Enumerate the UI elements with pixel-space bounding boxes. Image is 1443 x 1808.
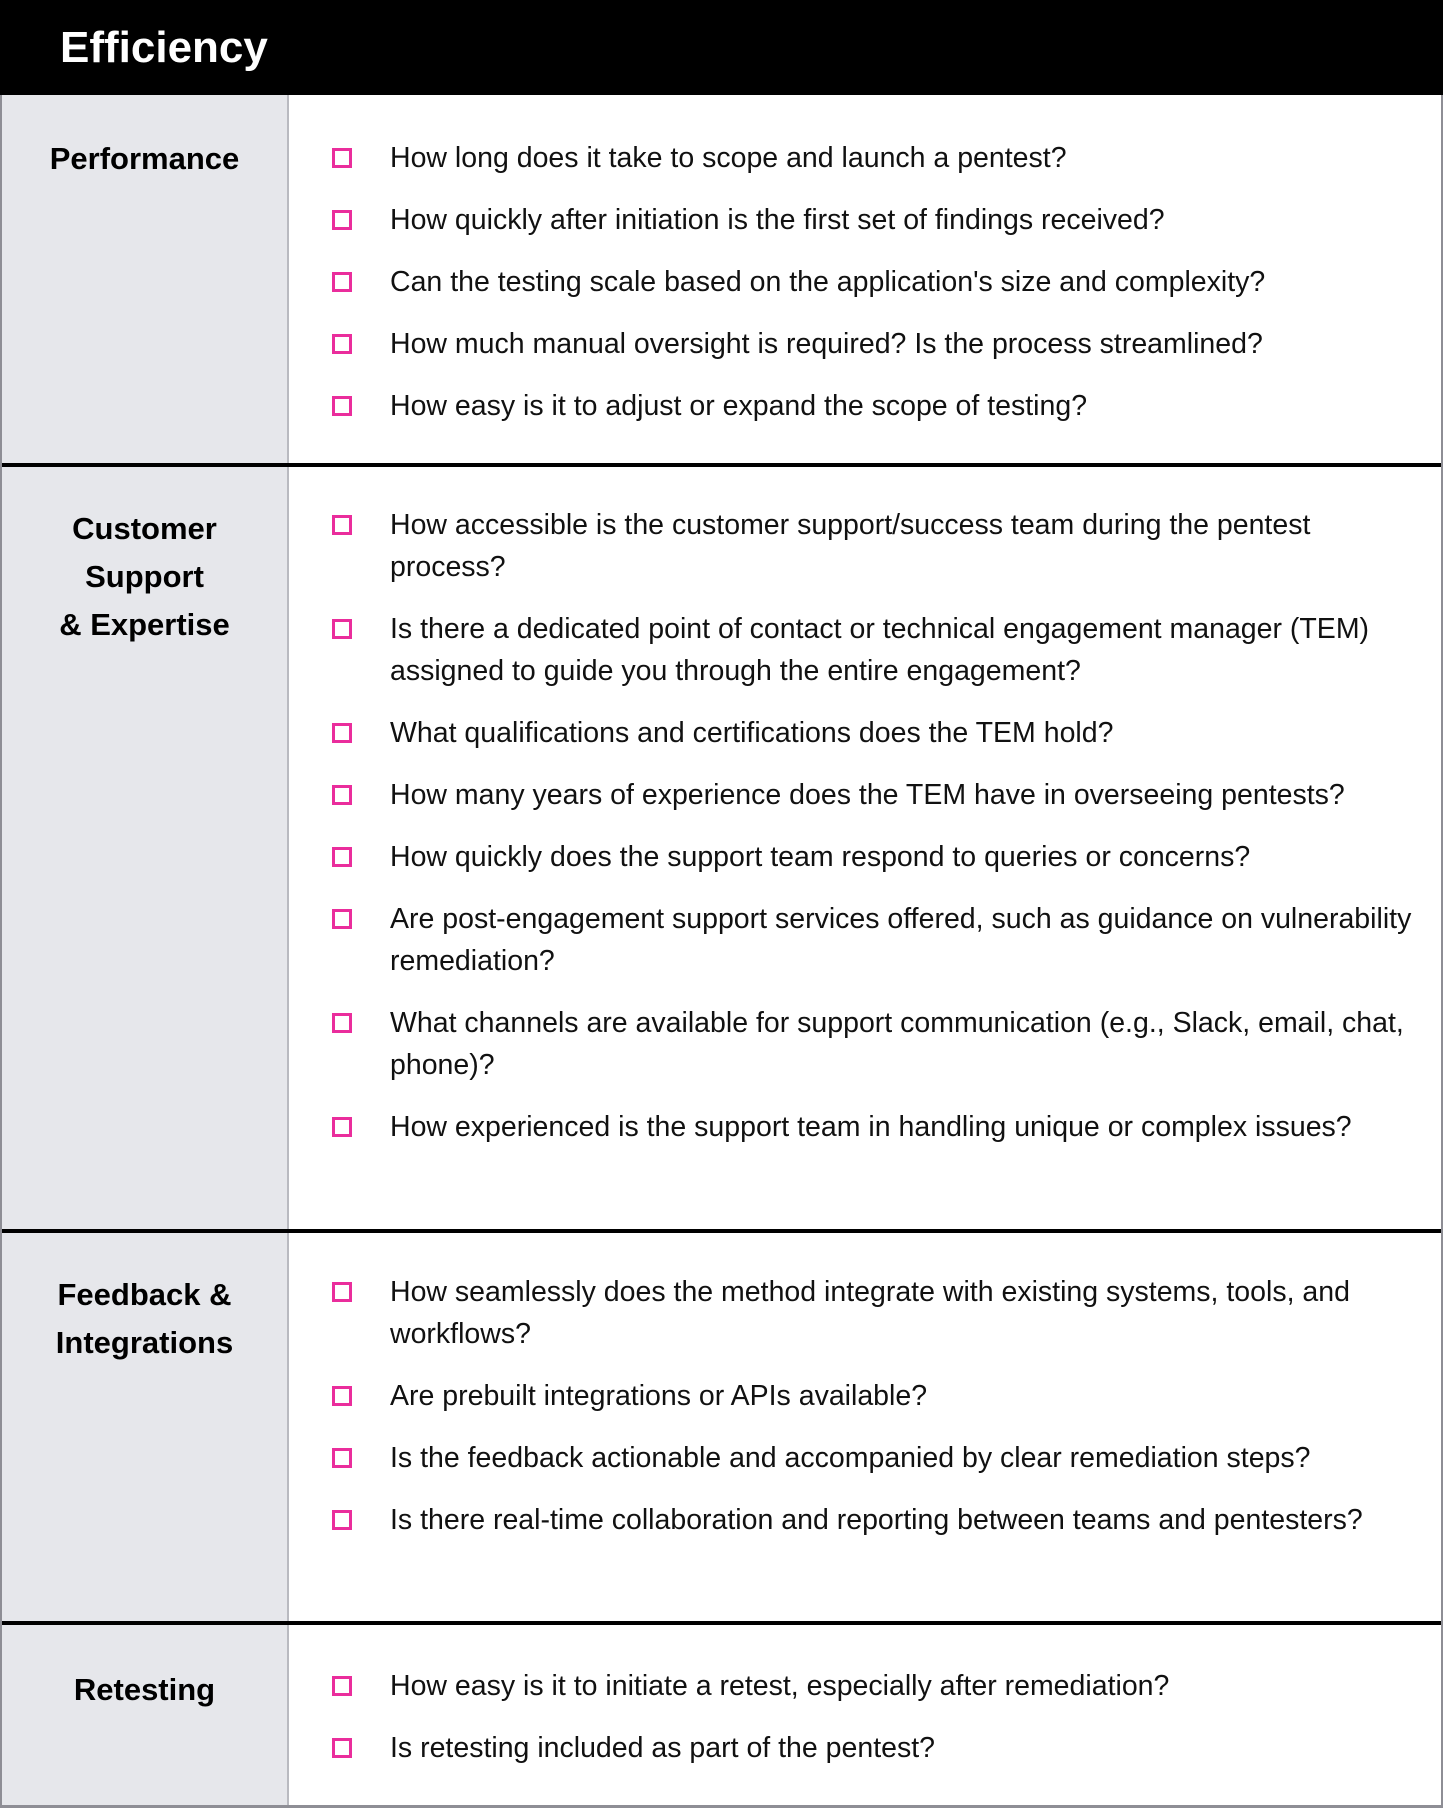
checklist-item-text: Are post-engagement support services offered, such as guidance on vulnerability remediation? [390, 903, 1412, 977]
checkbox[interactable] [332, 847, 352, 867]
checkbox[interactable] [332, 272, 352, 292]
checkbox[interactable] [332, 1117, 352, 1137]
checkbox[interactable] [332, 785, 352, 805]
section-label: Feedback & Integrations [55, 1277, 234, 1360]
checklist-item-text: How many years of experience does the TEM have in overseeing pentests? [390, 779, 1345, 811]
checkbox[interactable] [332, 396, 352, 416]
checklist-item-text: Is there a dedicated point of contact or technical engagement manager (TEM) assigned to guide you through the entire engagement? [390, 613, 1370, 687]
section-label-column [2, 1233, 289, 1621]
checklist-item-text: Is the feedback actionable and accompanied by clear remediation steps? [390, 1442, 1311, 1474]
checklist-item-text: How accessible is the customer support/success team during the pentest process? [390, 509, 1311, 583]
section-items [289, 467, 1441, 1229]
checkbox[interactable] [332, 909, 352, 929]
checklist-item-text: How long does it take to scope and launch a pentest? [390, 142, 1067, 174]
checklist-item-text: Is there real-time collaboration and reporting between teams and pentesters? [390, 1504, 1363, 1536]
checklist-item-text: How easy is it to initiate a retest, especially after remediation? [390, 1670, 1170, 1702]
checklist-item-text: How much manual oversight is required? Is the process streamlined? [390, 328, 1263, 360]
section-label-column [2, 467, 289, 1229]
section-feedback-integrations [2, 1233, 1441, 1625]
checkbox[interactable] [332, 148, 352, 168]
section-label: Retesting [73, 1672, 216, 1707]
section-performance [2, 95, 1441, 467]
checkbox[interactable] [332, 1738, 352, 1758]
checklist-item-text: How quickly does the support team respond to queries or concerns? [390, 841, 1251, 873]
checklist-item-text: How experienced is the support team in handling unique or complex issues? [390, 1111, 1352, 1143]
section-label: Customer Support & Expertise [59, 511, 230, 642]
checklist-item-text: How seamlessly does the method integrate with existing systems, tools, and workflows? [390, 1276, 1350, 1350]
page-title: Efficiency [60, 23, 268, 72]
checkbox[interactable] [332, 1510, 352, 1530]
checklist-item-text: How easy is it to adjust or expand the scope of testing? [390, 390, 1088, 422]
section-items [289, 1625, 1441, 1805]
checkbox[interactable] [332, 210, 352, 230]
checklist-item-text: What channels are available for support communication (e.g., Slack, email, chat, phone)? [390, 1007, 1404, 1081]
checkbox[interactable] [332, 1386, 352, 1406]
section-customer-support [2, 467, 1441, 1233]
checklist-item-text: What qualifications and certifications does the TEM hold? [390, 717, 1114, 749]
section-retesting [2, 1625, 1441, 1805]
checkbox[interactable] [332, 515, 352, 535]
section-label-column [2, 1625, 289, 1805]
checkbox[interactable] [332, 1013, 352, 1033]
section-items [289, 95, 1441, 463]
checkbox[interactable] [332, 723, 352, 743]
checklist-item-text: Are prebuilt integrations or APIs available? [390, 1380, 928, 1412]
section-label: Performance [49, 141, 240, 176]
checkbox[interactable] [332, 619, 352, 639]
section-label-column [2, 95, 289, 463]
header-bar [0, 0, 1443, 95]
checkbox[interactable] [332, 334, 352, 354]
checkbox[interactable] [332, 1448, 352, 1468]
checklist-item-text: Is retesting included as part of the pentest? [390, 1732, 936, 1764]
section-items [289, 1233, 1441, 1621]
checkbox[interactable] [332, 1676, 352, 1696]
checklist-item-text: Can the testing scale based on the application's size and complexity? [390, 266, 1266, 298]
checklist-item-text: How quickly after initiation is the first set of findings received? [390, 204, 1165, 236]
checkbox[interactable] [332, 1282, 352, 1302]
